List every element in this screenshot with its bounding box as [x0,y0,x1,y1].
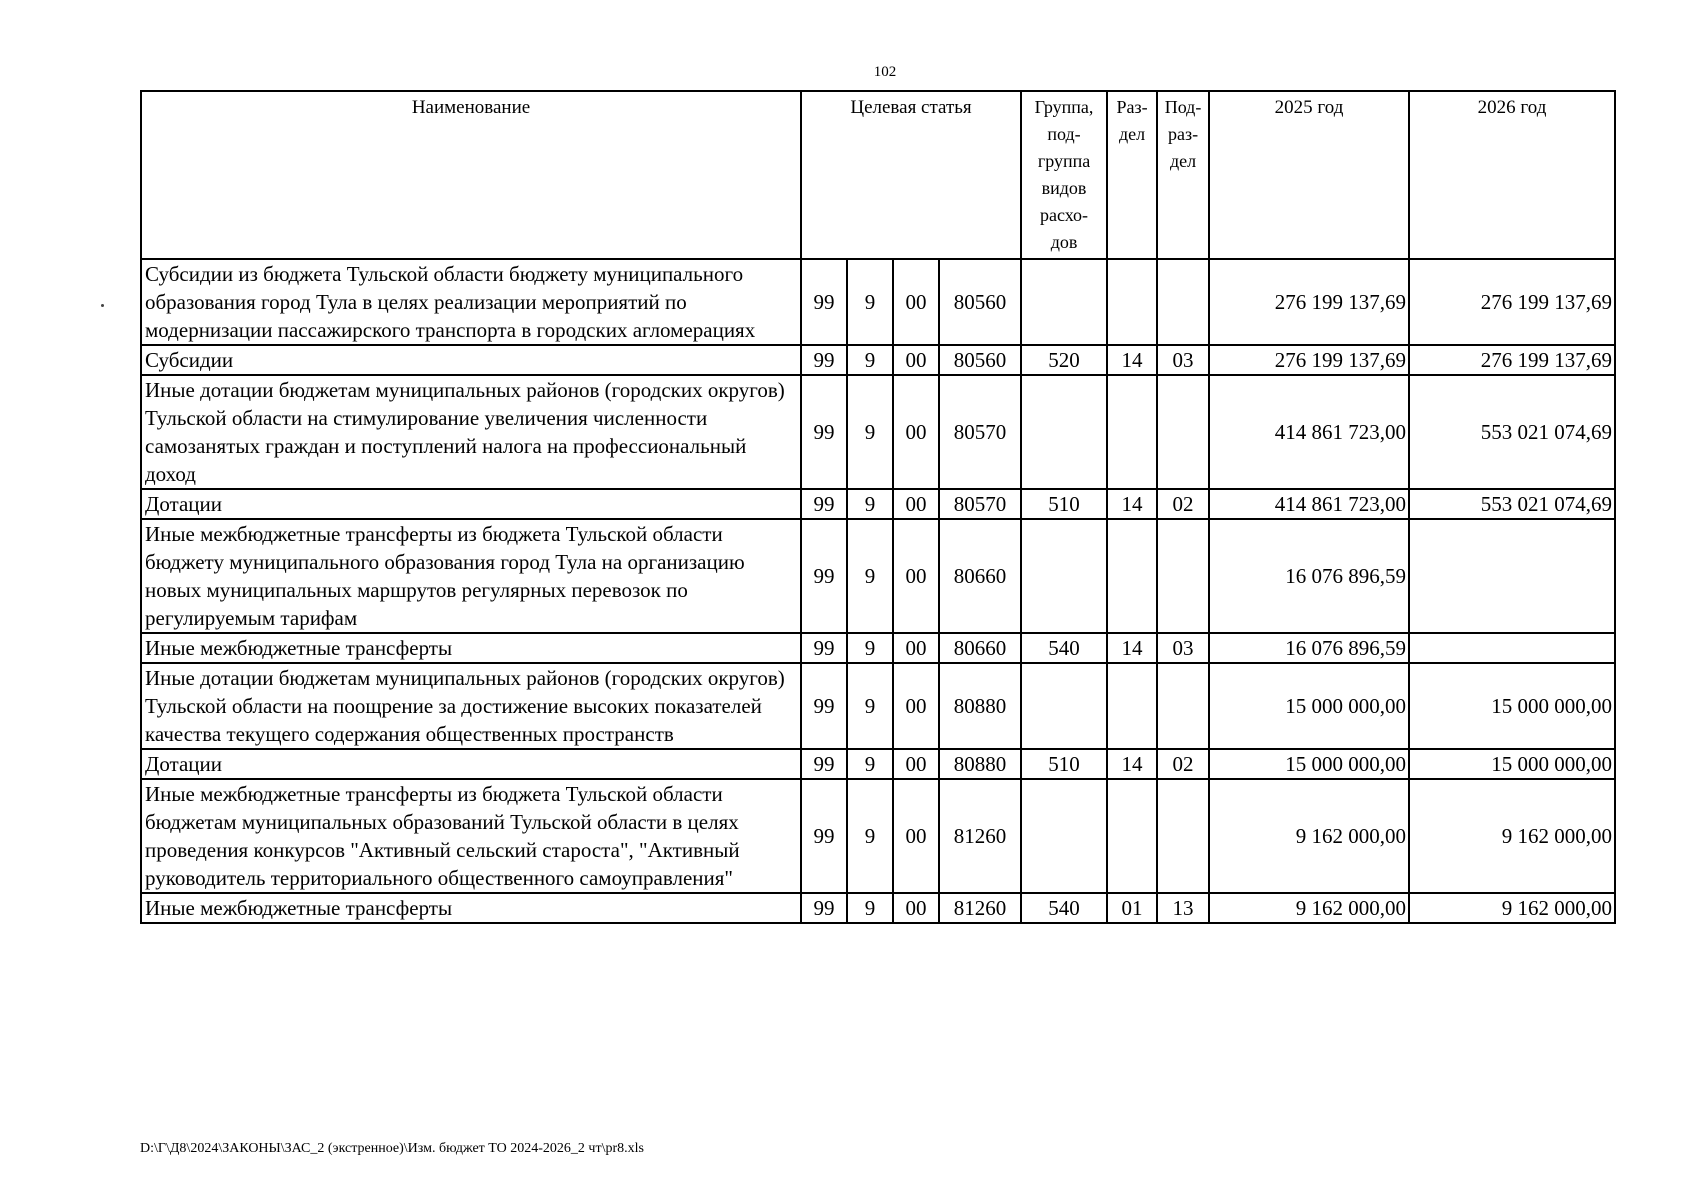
amount-2025-cell: 9 162 000,00 [1209,893,1409,923]
header-target-article: Целевая статья [801,91,1021,259]
row-name-cell: Субсидии из бюджета Тульской области бюджету муниципального образования город Тула в целях реализации мероприятий по модернизации пассажирского транспорта в городских агломерациях [141,259,801,345]
target-code-part2-cell: 9 [847,749,893,779]
header-name: Наименование [141,91,801,259]
target-code-part2-cell: 9 [847,779,893,893]
row-name-cell: Иные межбюджетные трансферты [141,633,801,663]
amount-2025-cell: 15 000 000,00 [1209,663,1409,749]
amount-2025-cell: 16 076 896,59 [1209,519,1409,633]
subsection-cell: 03 [1157,345,1209,375]
table-row [141,519,1615,633]
section-cell: 14 [1107,345,1157,375]
header-year-2026: 2026 год [1409,91,1615,259]
target-code-part3-cell: 00 [893,375,939,489]
target-code-part2-cell: 9 [847,259,893,345]
target-code-part3-cell: 00 [893,345,939,375]
amount-2026-cell [1409,633,1615,663]
amount-2026-cell: 15 000 000,00 [1409,749,1615,779]
budget-table [140,90,1616,924]
amount-2025-cell: 16 076 896,59 [1209,633,1409,663]
expense-group-cell: 510 [1021,749,1107,779]
row-name-cell: Иные межбюджетные трансферты из бюджета Тульской области бюджетам муниципальных образований Тульской области в целях проведения конкурсов "Активный сельский староста", "Активный руководитель территориального общественного самоуправления" [141,779,801,893]
section-cell [1107,663,1157,749]
expense-group-cell [1021,663,1107,749]
target-code-part1-cell: 99 [801,893,847,923]
section-cell [1107,519,1157,633]
section-cell: 14 [1107,633,1157,663]
expense-group-cell [1021,779,1107,893]
amount-2026-cell: 553 021 074,69 [1409,489,1615,519]
target-code-part4-cell: 81260 [939,779,1021,893]
target-code-part4-cell: 80560 [939,259,1021,345]
amount-2026-cell [1409,519,1615,633]
target-code-part3-cell: 00 [893,633,939,663]
amount-2025-cell: 276 199 137,69 [1209,259,1409,345]
subsection-cell [1157,779,1209,893]
amount-2025-cell: 414 861 723,00 [1209,489,1409,519]
expense-group-cell: 520 [1021,345,1107,375]
expense-group-cell: 540 [1021,633,1107,663]
amount-2025-cell: 15 000 000,00 [1209,749,1409,779]
table-row [141,489,1615,519]
target-code-part3-cell: 00 [893,779,939,893]
target-code-part2-cell: 9 [847,489,893,519]
amount-2025-cell: 276 199 137,69 [1209,345,1409,375]
scan-speck [101,304,104,307]
target-code-part1-cell: 99 [801,633,847,663]
amount-2025-cell: 414 861 723,00 [1209,375,1409,489]
amount-2025-cell: 9 162 000,00 [1209,779,1409,893]
target-code-part2-cell: 9 [847,375,893,489]
target-code-part1-cell: 99 [801,489,847,519]
section-cell: 14 [1107,749,1157,779]
target-code-part4-cell: 80660 [939,519,1021,633]
target-code-part3-cell: 00 [893,489,939,519]
amount-2026-cell: 276 199 137,69 [1409,259,1615,345]
section-cell [1107,259,1157,345]
target-code-part3-cell: 00 [893,749,939,779]
subsection-cell: 02 [1157,749,1209,779]
table-header-row [141,91,1615,259]
expense-group-cell [1021,375,1107,489]
target-code-part4-cell: 80880 [939,663,1021,749]
subsection-cell [1157,375,1209,489]
subsection-cell [1157,259,1209,345]
row-name-cell: Иные дотации бюджетам муниципальных районов (городских округов) Тульской области на поощрение за достижение высоких показателей качества текущего содержания общественных пространств [141,663,801,749]
section-cell [1107,779,1157,893]
target-code-part4-cell: 80560 [939,345,1021,375]
target-code-part4-cell: 80880 [939,749,1021,779]
section-cell [1107,375,1157,489]
target-code-part2-cell: 9 [847,663,893,749]
amount-2026-cell: 553 021 074,69 [1409,375,1615,489]
section-cell: 01 [1107,893,1157,923]
table-row [141,259,1615,345]
amount-2026-cell: 276 199 137,69 [1409,345,1615,375]
footer-file-path: D:\Г\Д8\2024\ЗАКОНЫ\ЗАС_2 (экстренное)\Изм. бюджет ТО 2024-2026_2 чт\pr8.xls [140,1141,644,1156]
row-name-cell: Иные межбюджетные трансферты из бюджета Тульской области бюджету муниципального образования город Тула на организацию новых муниципальных маршрутов регулярных перевозок по регулируемым тарифам [141,519,801,633]
row-name-cell: Иные дотации бюджетам муниципальных районов (городских округов) Тульской области на стимулирование увеличения численности самозанятых граждан и поступлений налога на профессиональный доход [141,375,801,489]
target-code-part2-cell: 9 [847,893,893,923]
table-row [141,663,1615,749]
table-row [141,779,1615,893]
subsection-cell [1157,663,1209,749]
page-number: 102 [873,64,897,80]
target-code-part4-cell: 81260 [939,893,1021,923]
target-code-part1-cell: 99 [801,779,847,893]
expense-group-cell [1021,519,1107,633]
target-code-part4-cell: 80570 [939,375,1021,489]
target-code-part3-cell: 00 [893,259,939,345]
header-year-2025: 2025 год [1209,91,1409,259]
header-subsection: Под- раз- дел [1157,91,1209,259]
table-row [141,749,1615,779]
header-expense-group: Группа, под- группа видов расхо- дов [1021,91,1107,259]
subsection-cell [1157,519,1209,633]
table-row [141,893,1615,923]
target-code-part1-cell: 99 [801,749,847,779]
amount-2026-cell: 15 000 000,00 [1409,663,1615,749]
subsection-cell: 13 [1157,893,1209,923]
target-code-part1-cell: 99 [801,375,847,489]
target-code-part4-cell: 80660 [939,633,1021,663]
target-code-part3-cell: 00 [893,519,939,633]
subsection-cell: 02 [1157,489,1209,519]
target-code-part2-cell: 9 [847,345,893,375]
amount-2026-cell: 9 162 000,00 [1409,893,1615,923]
target-code-part4-cell: 80570 [939,489,1021,519]
table-body [141,259,1615,923]
target-code-part2-cell: 9 [847,633,893,663]
row-name-cell: Дотации [141,749,801,779]
target-code-part1-cell: 99 [801,259,847,345]
section-cell: 14 [1107,489,1157,519]
target-code-part1-cell: 99 [801,345,847,375]
expense-group-cell [1021,259,1107,345]
table-row [141,345,1615,375]
target-code-part2-cell: 9 [847,519,893,633]
header-section: Раз- дел [1107,91,1157,259]
row-name-cell: Субсидии [141,345,801,375]
expense-group-cell: 540 [1021,893,1107,923]
target-code-part3-cell: 00 [893,893,939,923]
row-name-cell: Дотации [141,489,801,519]
subsection-cell: 03 [1157,633,1209,663]
expense-group-cell: 510 [1021,489,1107,519]
target-code-part1-cell: 99 [801,519,847,633]
row-name-cell: Иные межбюджетные трансферты [141,893,801,923]
table-row [141,375,1615,489]
amount-2026-cell: 9 162 000,00 [1409,779,1615,893]
target-code-part3-cell: 00 [893,663,939,749]
target-code-part1-cell: 99 [801,663,847,749]
table-row [141,633,1615,663]
